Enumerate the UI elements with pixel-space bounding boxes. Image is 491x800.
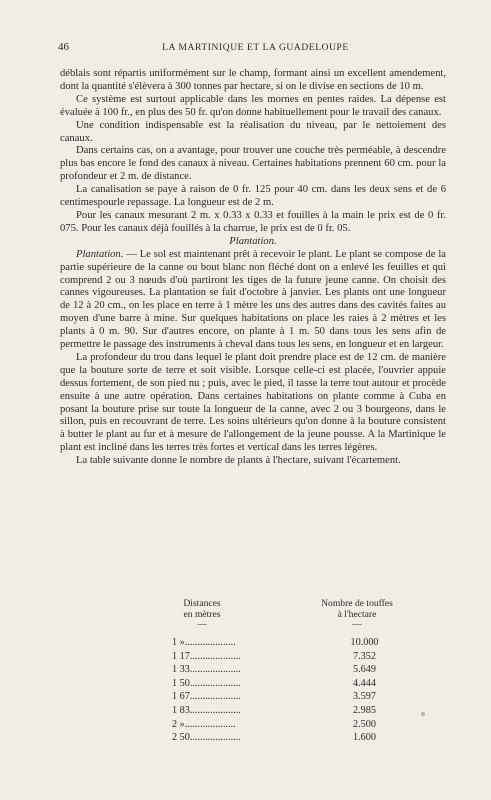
distance-cell: 1 17.................... [172,650,241,662]
table-row [167,690,412,704]
count-cell: 2.500 [353,718,376,730]
paragraph-body: — Le sol est maintenant prêt à recevoir le plant. Le plant se compose de la partie supérieure de la canne ou bout blanc non fléché dont on a enlevé les feuilles et qui comprend 2 ou 3 nœuds d'où partiront les tiges de la future jeune canne. On choisit des cannes vigoureuses. La plantation se fait d'octobre à janvier. Les plants ont une longueur de 12 à 20 cm., on les place en terre à 1 mètre les uns des autres dans des cavités faites au moyen d'une barre à mine. Sur quelques habitations on place les raies à 2 mètres et les plants à 0 m. 90. Sur d'autres encore, on plante à 1 m. 50 dans tous les sens afin de permettre le passage des instruments à cheval dans tous les sens, en longueur et en largeur. [60,248,446,351]
column-subheader-distance: en mètres [183,609,221,620]
table-row [167,636,412,650]
count-cell: 10.000 [350,637,379,648]
table-row [167,704,412,718]
distance-cell: 1 50.................... [172,677,241,689]
paragraph: La profondeur du trou dans lequel le plant doit prendre place est de 12 cm. de manière que la bouture sorte de terre et soit visible. Lorsque celle-ci est placée, l'ouvrier appuie dessus fortement, de son pied nu ; puis, avec le pied, il tasse la terre tout autour et procède ensuite à une autre opération. Dans certaines habitations on plante comme à Cuba en posant la bouture prise sur toute la longueur de la canne, avec 2 ou 3 bourgeons, dans le sillon, puis en recouvrant de terre. Les soins ultérieurs qu'on donne à la bouture consistent à butter le plant au fur et à mesure de l'allongement de la jeune pousse. A la Martinique le plant est incliné dans les terres très fortes et vertical dans les terres légères. [60,351,446,454]
paragraph: déblais sont répartis uniformément sur le champ, formant ainsi un excellent amendement, dont la quantité s'élèvera à 300 tonnes par hectare, si on le divise en sections de 10 m. [60,68,446,92]
paragraph: Une condition indispensable est la réalisation du niveau, par le nettoiement des canaux. [60,119,446,144]
count-cell: 4.444 [353,677,376,689]
distance-cell: 1 67.................... [172,691,241,703]
column-subheader-count: à l'hectare [337,609,377,620]
header-dashes [167,620,412,630]
dash: — [197,619,207,630]
table-row [167,650,412,664]
paper-speck [421,712,425,716]
dash: — [352,619,362,630]
count-cell: 3.597 [353,691,376,703]
table-row [167,718,412,732]
table-row [167,731,412,745]
section-title: Plantation. [229,235,277,247]
body-text [60,68,446,468]
table-header [167,598,412,609]
distance-cell: 1 83.................... [172,704,241,716]
distance-cell: 2 ».................... [172,718,236,730]
running-title: LA MARTINIQUE ET LA GUADELOUPE [162,43,349,53]
page-header [58,41,451,53]
count-cell: 1.600 [353,732,376,744]
table-row [167,663,412,677]
column-header-distance: Distances [183,598,221,609]
paragraph [60,249,446,352]
distance-cell: 2 50.................... [172,732,241,744]
column-header-count: Nombre de touffes [321,598,393,609]
paragraph-lead: Plantation. [76,248,124,260]
paragraph: La table suivante donne le nombre de plants à l'hectare, suivant l'écartement. [76,455,401,467]
paragraph: Ce système est surtout applicable dans les mornes en pentes raides. La dépense est évaluée à 100 fr., en plus des 50 fr. qu'on donne habituellement pour le travail des canaux. [60,93,446,118]
paragraph: Dans certains cas, on a avantage, pour trouver une couche très perméable, à descendre plus bas encore le fond des canaux à niveau. Certaines habitations prennent 60 cm. pour la profondeur et 2 m. de distance. [60,145,446,183]
count-cell: 7.352 [353,650,376,662]
distance-cell: 1 ».................... [172,637,236,648]
count-cell: 2.985 [353,704,376,716]
count-cell: 5.649 [353,664,376,676]
distance-cell: 1 33.................... [172,664,241,676]
page-number: 46 [58,41,69,53]
paragraph: La canalisation se paye à raison de 0 fr. 125 pour 40 cm. dans les deux sens et de 6 centimespourle repassage. La longueur est de 2 m. [60,184,446,209]
paragraph: Pour les canaux mesurant 2 m. x 0.33 x 0.33 et fouilles à la main le prix est de 0 fr. 075. Pour les canaux déjà fouillés à la charrue, le prix est de 0 fr. 05. [60,209,446,234]
table-row [167,677,412,691]
spacing-table [167,598,412,745]
